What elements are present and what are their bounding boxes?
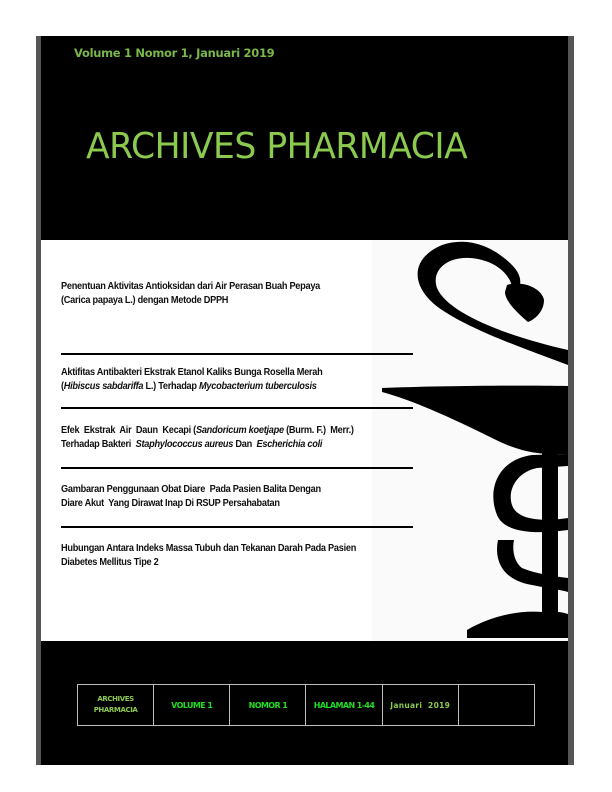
journal-name-cell xyxy=(78,685,154,726)
article-5-line1: Hubungan Antara Indeks Massa Tubuh dan Tekanan Darah Pada Pasien xyxy=(61,543,357,554)
divider-1 xyxy=(61,353,413,355)
issue-info-row xyxy=(78,685,535,726)
divider-2 xyxy=(61,407,413,409)
text-span: Terhadap Bakteri xyxy=(61,439,136,450)
text-span: Dan xyxy=(233,439,257,450)
species-name: Sandoricum koetjape xyxy=(195,425,284,436)
date-cell: Januari 2019 xyxy=(382,685,458,726)
article-2-title[interactable] xyxy=(61,366,388,394)
pages-cell: HALAMAN 1-44 xyxy=(306,685,382,726)
article-3-title[interactable] xyxy=(61,424,388,452)
text-span: Efek Ekstrak Air Daun Kecapi ( xyxy=(61,425,196,436)
text-span: L.) Terhadap xyxy=(143,381,200,392)
article-3-line2 xyxy=(61,438,388,452)
issue-info-table xyxy=(77,684,535,726)
article-3-line1 xyxy=(61,424,388,438)
species-name: Staphylococcus aureus xyxy=(135,439,234,450)
journal-title: ARCHIVES PHARMACIA xyxy=(86,126,468,167)
species-name: Escherichia coli xyxy=(256,439,323,450)
article-4-line1: Gambaran Penggunaan Obat Diare Pada Pasien Balita Dengan xyxy=(61,484,321,495)
journal-name-line2: PHARMACIA xyxy=(93,706,138,714)
number-cell: NOMOR 1 xyxy=(230,685,306,726)
article-1-title[interactable] xyxy=(61,280,388,308)
species-name: Mycobacterium tuberculosis xyxy=(199,381,317,392)
article-5-title[interactable] xyxy=(61,542,388,570)
volume-cell: VOLUME 1 xyxy=(154,685,230,726)
article-1-line1: Penentuan Aktivitas Antioksidan dari Air Perasan Buah Pepaya xyxy=(61,281,321,292)
species-name: Hibiscus sabdariffa xyxy=(63,381,144,392)
article-4-title[interactable] xyxy=(61,483,388,511)
journal-cover-page xyxy=(36,36,574,765)
divider-4 xyxy=(61,526,413,528)
divider-3 xyxy=(61,467,413,469)
journal-name-line1: ARCHIVES xyxy=(97,695,134,703)
article-2-line1: Aktifitas Antibakteri Ekstrak Etanol Kaliks Bunga Rosella Merah xyxy=(61,367,323,378)
volume-issue-line: Volume 1 Nomor 1, Januari 2019 xyxy=(74,46,275,60)
text-span: (Burm. F.) Merr.) xyxy=(283,425,354,436)
article-2-line2 xyxy=(61,380,388,394)
article-4-line2: Diare Akut Yang Dirawat Inap Di RSUP Persahabatan xyxy=(61,498,280,509)
bowl-of-hygieia-icon xyxy=(372,240,568,641)
article-5-line2: Diabetes Mellitus Tipe 2 xyxy=(61,557,159,568)
empty-cell xyxy=(458,685,534,726)
page-frame-right xyxy=(568,36,574,765)
article-1-line2: (Carica papaya L.) dengan Metode DPPH xyxy=(61,295,229,306)
text-span: ( xyxy=(61,381,64,392)
